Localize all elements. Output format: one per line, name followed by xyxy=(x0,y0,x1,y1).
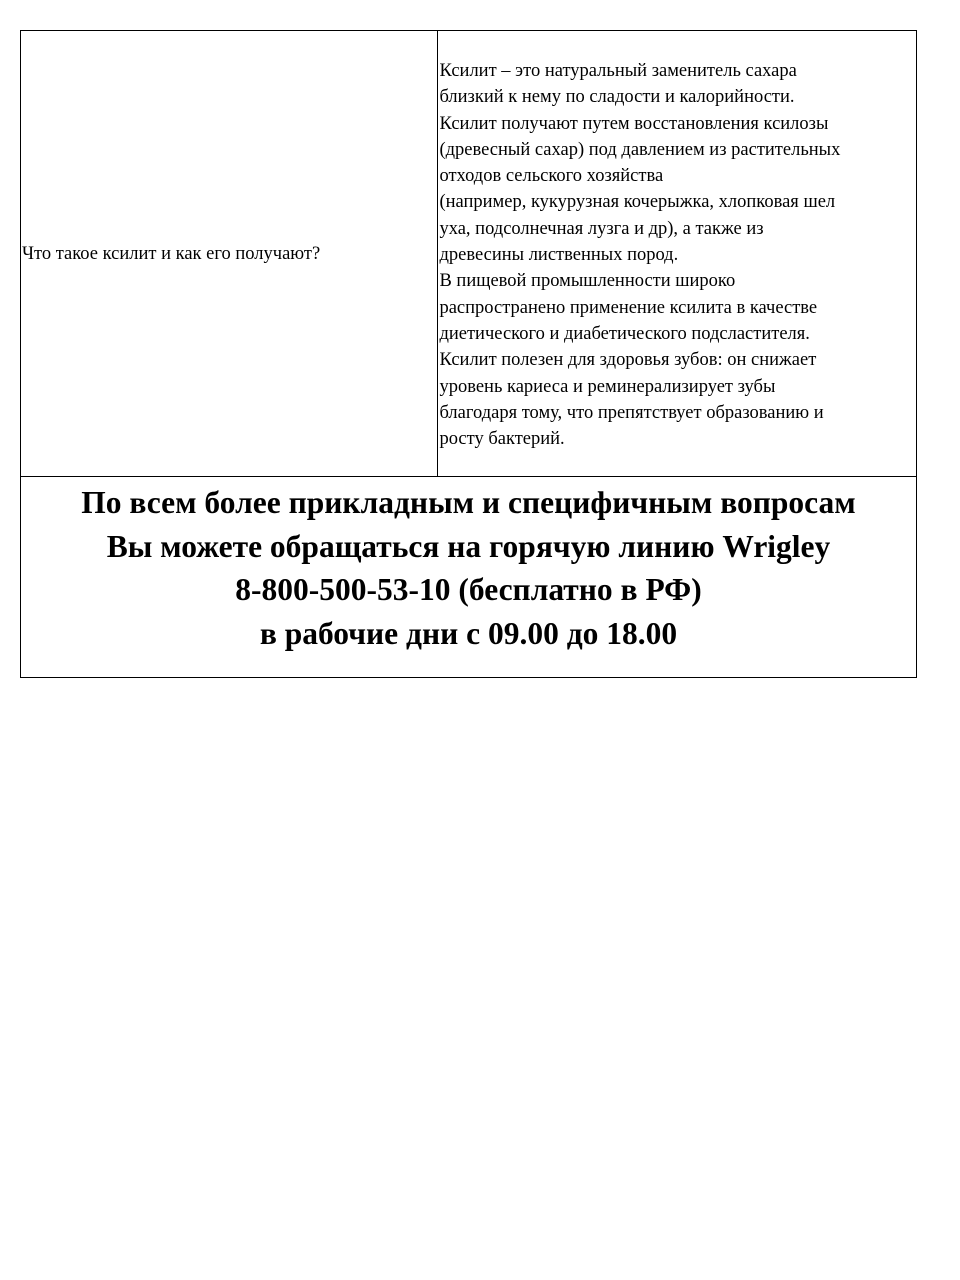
answer-line: диетического и диабетического подсластителя. xyxy=(439,323,810,344)
question-text: Что такое ксилит и как его получают? xyxy=(22,243,321,264)
answer-line: росту бактерий. xyxy=(439,429,565,450)
hotline-phone: 8-800-500-53-10 (бесплатно в РФ) xyxy=(235,572,702,607)
answer-cell xyxy=(438,31,917,477)
answer-line: древесины лиственных пород. xyxy=(439,245,679,266)
faq-row xyxy=(21,31,917,477)
answer-line: Ксилит – это натуральный заменитель сахара xyxy=(439,61,797,81)
hotline-hours: в рабочие дни с 09.00 до 18.00 xyxy=(259,615,678,651)
hotline-intro: По всем более прикладным и специфичным вопросам xyxy=(81,485,856,520)
answer-line: В пищевой промышленности широко xyxy=(439,271,736,292)
question-cell xyxy=(21,31,438,477)
answer-line: Ксилит получают путем восстановления ксилозы xyxy=(439,113,829,134)
answer-line: Ксилит полезен для здоровья зубов: он снижает xyxy=(439,350,817,371)
answer-line: (например, кукурузная кочерыжка, хлопковая шел xyxy=(439,192,836,213)
answer-line: благодаря тому, что препятствует образованию и xyxy=(439,402,824,423)
hotline-row xyxy=(21,477,917,678)
hotline-cell xyxy=(21,477,917,678)
answer-line: отходов сельского хозяйства xyxy=(439,166,664,187)
answer-line: уха, подсолнечная лузга и др), а также из xyxy=(439,218,764,239)
answer-line: уровень кариеса и реминерализирует зубы xyxy=(439,376,776,397)
answer-line: близкий к нему по сладости и калорийности. xyxy=(439,87,795,108)
faq-table xyxy=(20,30,917,678)
hotline-contact-line: Вы можете обращаться на горячую линию Wrigley xyxy=(106,528,831,564)
answer-text xyxy=(438,31,916,452)
answer-line: (древесный сахар) под давлением из растительных xyxy=(439,139,841,160)
hotline-notice xyxy=(21,477,916,655)
answer-line: распространено применение ксилита в качестве xyxy=(439,297,818,318)
